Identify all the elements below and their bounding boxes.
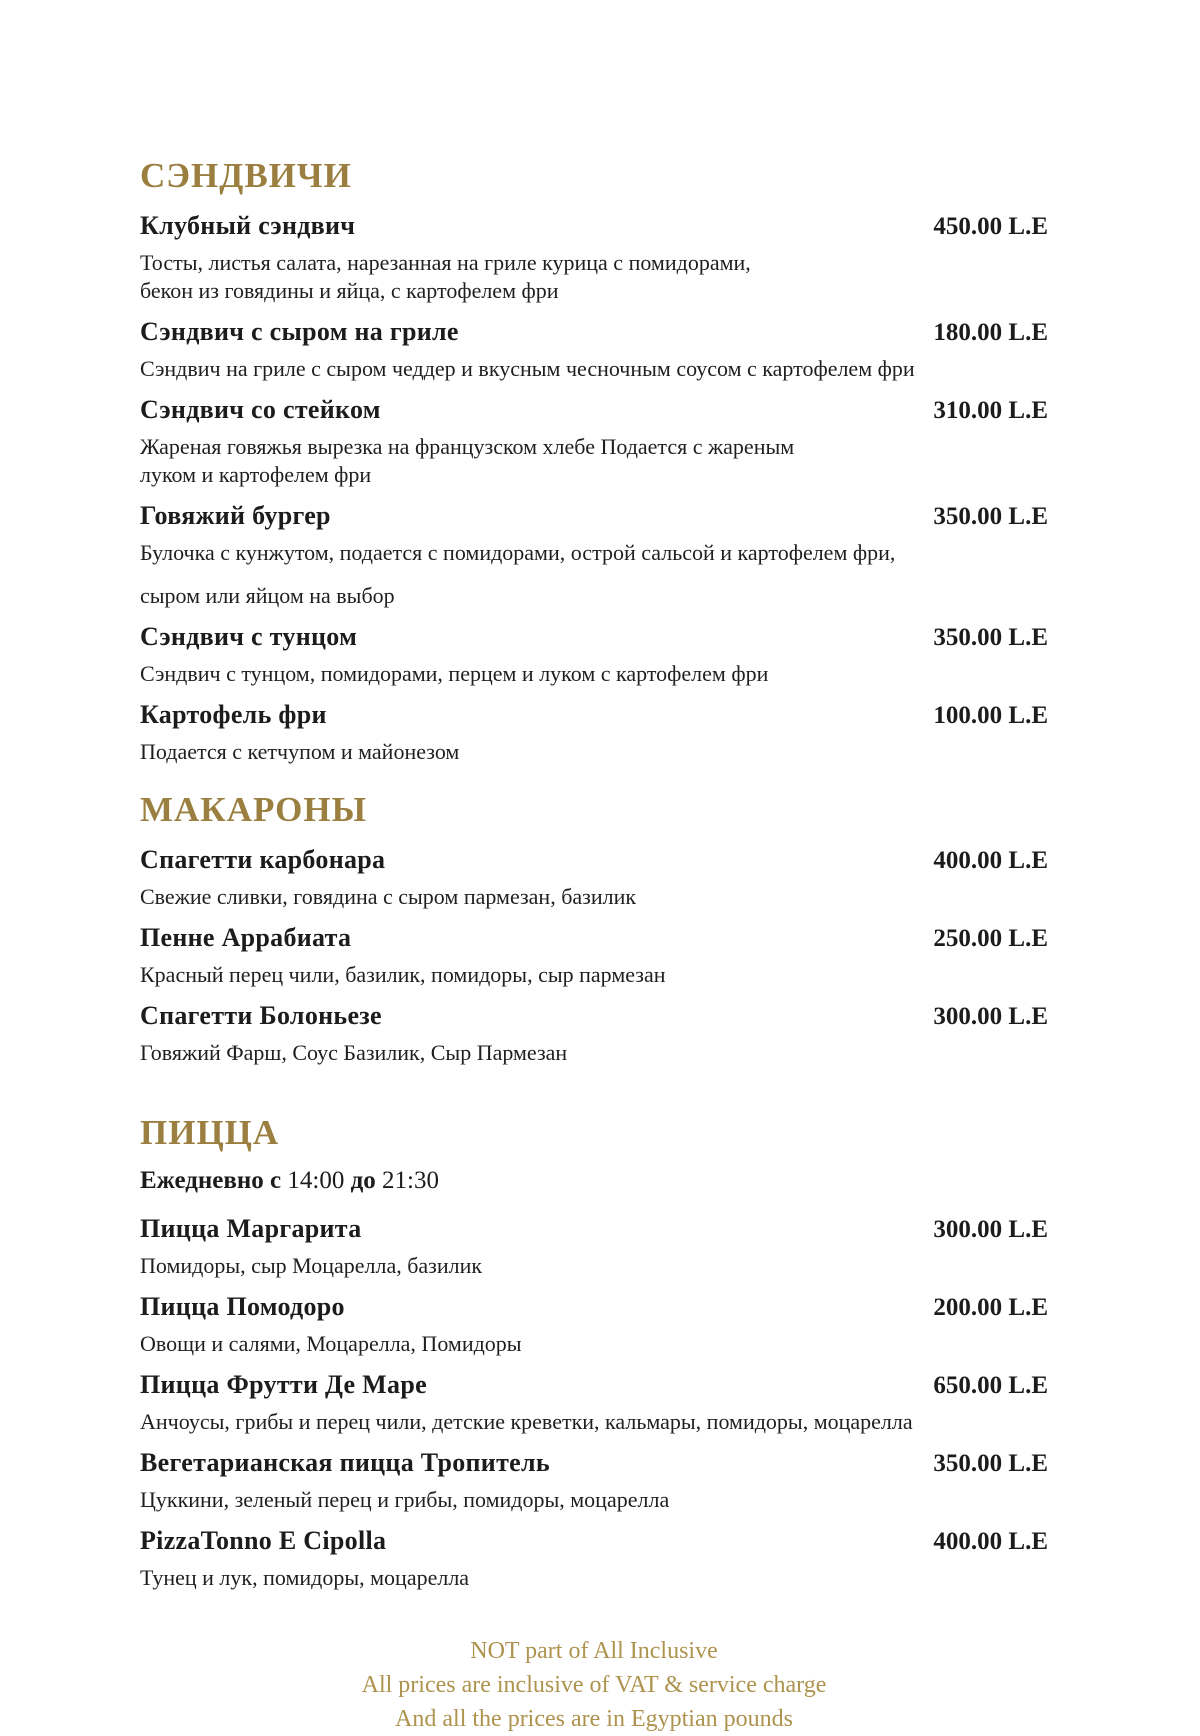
section-title: ПИЦЦА: [140, 1113, 280, 1152]
item-row: [140, 209, 1048, 243]
menu-item: [140, 620, 1048, 688]
item-price: 180.00 L.E: [933, 319, 1048, 346]
schedule-bold-text: Ежедневно с: [140, 1167, 288, 1194]
section-schedule: [140, 1166, 1048, 1196]
menu-item: [140, 393, 1048, 489]
item-description: [140, 355, 1048, 383]
item-description-line: Свежие сливки, говядина с сыром пармезан, базилик: [140, 884, 637, 909]
item-description-line: Булочка с кунжутом, подается с помидорами, острой сальсой и картофелем фри,: [140, 540, 896, 565]
item-description: [140, 1252, 1048, 1280]
menu-item: [140, 843, 1048, 911]
item-description: [140, 433, 1048, 489]
menu-item: [140, 499, 1048, 610]
item-description-line: Овощи и салями, Моцарелла, Помидоры: [140, 1331, 522, 1356]
schedule-text: 21:30: [382, 1167, 439, 1194]
item-description-line: Тосты, листья салата, нарезанная на гриле курица с помидорами,: [140, 250, 751, 275]
item-description: [140, 660, 1048, 688]
menu-item: [140, 1212, 1048, 1280]
item-price: 300.00 L.E: [933, 1003, 1048, 1030]
item-price: 350.00 L.E: [933, 503, 1048, 530]
item-description: [140, 1564, 1048, 1592]
item-description-line: Сэндвич с тунцом, помидорами, перцем и луком с картофелем фри: [140, 661, 769, 686]
item-name: Пицца Маргарита: [140, 1214, 362, 1243]
item-description-line: Анчоусы, грибы и перец чили, детские креветки, кальмары, помидоры, моцарелла: [140, 1409, 913, 1434]
item-name: Сэндвич с сыром на гриле: [140, 317, 459, 346]
item-price: 400.00 L.E: [933, 847, 1048, 874]
item-row: [140, 999, 1048, 1033]
item-row: [140, 1524, 1048, 1558]
item-name: PizzaTonno E Cipolla: [140, 1526, 387, 1555]
item-name: Спагетти карбонара: [140, 845, 386, 874]
item-description: [140, 1408, 1048, 1436]
item-name: Вегетарианская пицца Тропитель: [140, 1448, 550, 1477]
item-row: [140, 921, 1048, 955]
item-description-line: Помидоры, сыр Моцарелла, базилик: [140, 1253, 483, 1278]
menu-section: [140, 156, 1048, 766]
footer-line: All prices are inclusive of VAT & service charge: [361, 1672, 827, 1698]
item-name: Картофель фри: [140, 700, 327, 729]
menu-section: [140, 1113, 1048, 1592]
item-name: Сэндвич с тунцом: [140, 622, 358, 651]
menu-item: [140, 999, 1048, 1067]
item-price: 650.00 L.E: [933, 1372, 1048, 1399]
item-price: 300.00 L.E: [933, 1216, 1048, 1243]
item-description-line: Говяжий Фарш, Соус Базилик, Сыр Пармезан: [140, 1040, 568, 1065]
item-name: Пенне Аррабиата: [140, 923, 352, 952]
item-price: 350.00 L.E: [933, 624, 1048, 651]
item-description: [140, 249, 1048, 305]
item-price: 250.00 L.E: [933, 925, 1048, 952]
item-row: [140, 1290, 1048, 1324]
menu-item: [140, 1446, 1048, 1514]
footer-line: And all the prices are in Egyptian pounds: [395, 1706, 793, 1732]
item-description-line: Сэндвич на гриле с сыром чеддер и вкусным чесночным соусом с картофелем фри: [140, 356, 915, 381]
item-row: [140, 393, 1048, 427]
item-description: [140, 539, 1048, 610]
item-price: 350.00 L.E: [933, 1450, 1048, 1477]
item-price: 400.00 L.E: [933, 1528, 1048, 1555]
schedule-text: 14:00: [287, 1167, 351, 1194]
item-description: [140, 738, 1048, 766]
item-name: Пицца Помодоро: [140, 1292, 345, 1321]
item-description: [140, 883, 1048, 911]
item-price: 100.00 L.E: [933, 702, 1048, 729]
item-description: [140, 961, 1048, 989]
item-price: 450.00 L.E: [933, 213, 1048, 240]
footer: [140, 1634, 1048, 1736]
schedule-bold-text: до: [350, 1167, 382, 1194]
item-name: Пицца Фрутти Де Маре: [140, 1370, 427, 1399]
item-price: 200.00 L.E: [933, 1294, 1048, 1321]
menu-item: [140, 1290, 1048, 1358]
section-title: СЭНДВИЧИ: [140, 156, 352, 195]
menu-item: [140, 1524, 1048, 1592]
item-description-line: Красный перец чили, базилик, помидоры, сыр пармезан: [140, 962, 666, 987]
item-row: [140, 1368, 1048, 1402]
item-row: [140, 620, 1048, 654]
menu-item: [140, 209, 1048, 305]
menu-item: [140, 921, 1048, 989]
item-description-line: бекон из говядины и яйца, с картофелем фри: [140, 278, 559, 303]
item-description-line: луком и картофелем фри: [140, 462, 372, 487]
item-description-line: Тунец и лук, помидоры, моцарелла: [140, 1565, 470, 1590]
item-row: [140, 499, 1048, 533]
item-row: [140, 1446, 1048, 1480]
item-name: Говяжий бургер: [140, 501, 331, 530]
item-price: 310.00 L.E: [933, 397, 1048, 424]
footer-line: NOT part of All Inclusive: [470, 1638, 718, 1664]
item-row: [140, 1212, 1048, 1246]
item-description: [140, 1330, 1048, 1358]
item-description-line: Цуккини, зеленый перец и грибы, помидоры, моцарелла: [140, 1487, 670, 1512]
item-name: Сэндвич со стейком: [140, 395, 381, 424]
item-row: [140, 698, 1048, 732]
item-description-line: сыром или яйцом на выбор: [140, 583, 395, 608]
menu-section: [140, 790, 1048, 1067]
item-row: [140, 843, 1048, 877]
item-description-line: Жареная говяжья вырезка на французском хлебе Подается с жареным: [140, 434, 795, 459]
item-description: [140, 1486, 1048, 1514]
item-name: Клубный сэндвич: [140, 211, 356, 240]
section-title: МАКАРОНЫ: [140, 790, 367, 829]
menu-item: [140, 1368, 1048, 1436]
menu-item: [140, 315, 1048, 383]
item-description: [140, 1039, 1048, 1067]
item-row: [140, 315, 1048, 349]
item-description-line: Подается с кетчупом и майонезом: [140, 739, 460, 764]
item-name: Спагетти Болоньезе: [140, 1001, 382, 1030]
menu-content: [140, 156, 1048, 1592]
menu-item: [140, 698, 1048, 766]
